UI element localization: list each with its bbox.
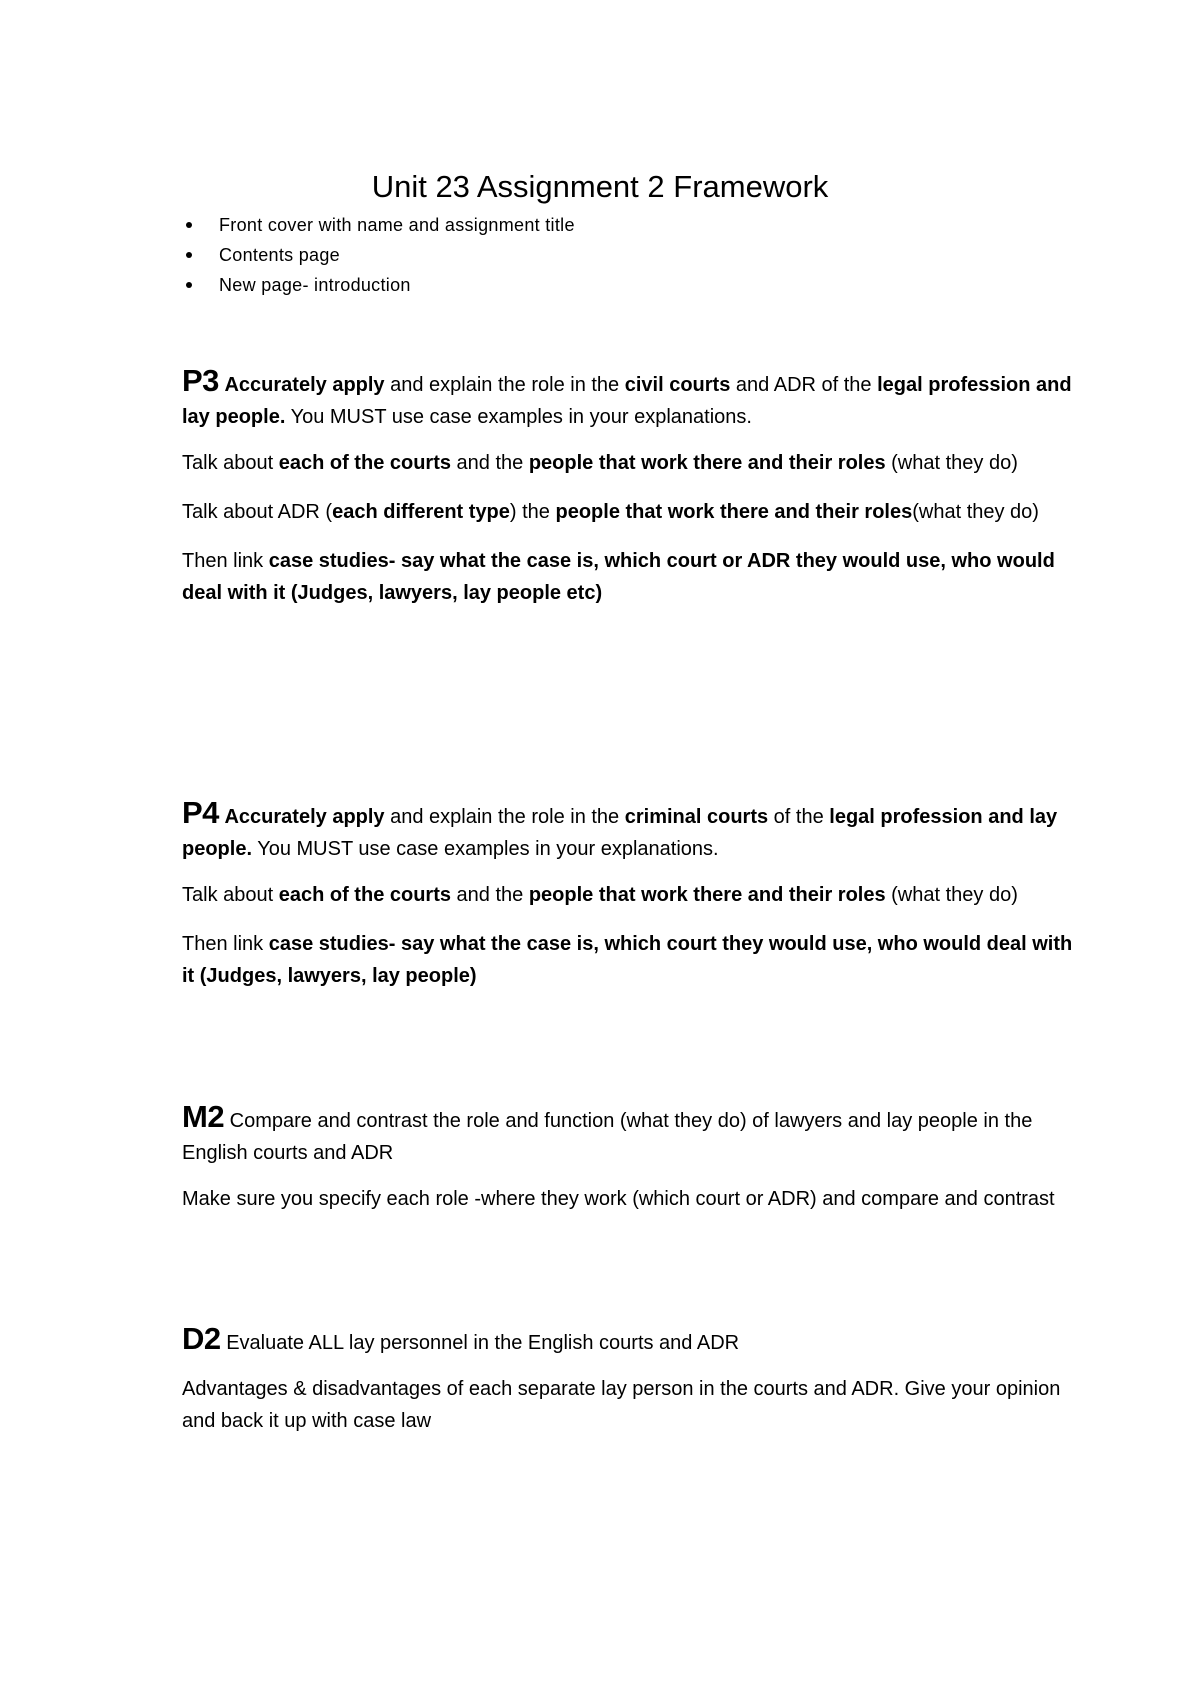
emphasis: people that work there and their roles bbox=[528, 884, 886, 906]
list-item bbox=[186, 240, 575, 270]
p3-adr-guidance bbox=[182, 496, 1082, 528]
p4-criterion bbox=[182, 797, 1082, 865]
text: Make sure you specify each role -where they work (which court or ADR) and compare and contrast bbox=[182, 1188, 1055, 1210]
list-item-text: Front cover with name and assignment title bbox=[219, 215, 575, 235]
emphasis: each of the courts bbox=[278, 884, 451, 906]
emphasis: case studies- say what the case is, which court they would use, who would deal with it (Judges, lawyers, lay people) bbox=[182, 933, 1073, 987]
criterion-code: M2 bbox=[182, 1099, 225, 1134]
text: and explain the role in the bbox=[384, 374, 625, 396]
emphasis: legal profession and lay people. bbox=[182, 806, 1058, 860]
section-p4 bbox=[182, 797, 1082, 1009]
text: (what they do) bbox=[912, 501, 1039, 523]
emphasis: civil courts bbox=[624, 374, 731, 396]
emphasis: each of the courts bbox=[278, 452, 451, 474]
p4-courts-guidance bbox=[182, 879, 1082, 911]
d2-criterion bbox=[182, 1323, 1082, 1359]
text: You MUST use case examples in your explanations. bbox=[285, 406, 752, 428]
section-d2 bbox=[182, 1323, 1082, 1454]
text: of the bbox=[768, 806, 830, 828]
list-item bbox=[186, 270, 575, 300]
criterion-code: P4 bbox=[182, 795, 219, 830]
text: and explain the role in the bbox=[384, 806, 625, 828]
p4-case-studies-guidance bbox=[182, 928, 1082, 992]
text: Advantages & disadvantages of each separate lay person in the courts and ADR. Give your opinion and back it up with case law bbox=[182, 1378, 1061, 1432]
p3-case-studies-guidance bbox=[182, 545, 1082, 609]
text: You MUST use case examples in your explanations. bbox=[252, 838, 719, 860]
emphasis: people that work there and their roles bbox=[528, 452, 886, 474]
bullet-icon bbox=[186, 252, 192, 258]
text: Evaluate ALL lay personnel in the English courts and ADR bbox=[220, 1332, 740, 1354]
m2-guidance bbox=[182, 1183, 1082, 1215]
section-p3 bbox=[182, 365, 1082, 626]
text: (what they do) bbox=[885, 884, 1018, 906]
section-m2 bbox=[182, 1101, 1082, 1232]
emphasis: criminal courts bbox=[624, 806, 769, 828]
emphasis: case studies- say what the case is, which court or ADR they would use, who would deal with it (Judges, lawyers, lay people etc) bbox=[182, 550, 1055, 604]
text: Talk about bbox=[182, 452, 279, 474]
checklist bbox=[186, 210, 575, 300]
text: (what they do) bbox=[885, 452, 1018, 474]
emphasis: Accurately apply bbox=[224, 806, 385, 828]
emphasis: each different type bbox=[332, 501, 510, 523]
criterion-code: P3 bbox=[182, 363, 219, 398]
bullet-icon bbox=[186, 282, 192, 288]
m2-criterion bbox=[182, 1101, 1082, 1169]
bullet-icon bbox=[186, 222, 192, 228]
text: Talk about bbox=[182, 884, 279, 906]
text: and the bbox=[451, 452, 529, 474]
document-title: Unit 23 Assignment 2 Framework bbox=[371, 168, 829, 204]
emphasis: people that work there and their roles bbox=[555, 501, 913, 523]
p3-criterion bbox=[182, 365, 1082, 433]
list-item-text: New page- introduction bbox=[219, 275, 411, 295]
criterion-code: D2 bbox=[182, 1321, 221, 1356]
text: Compare and contrast the role and function (what they do) of lawyers and lay people in the English courts and ADR bbox=[182, 1110, 1033, 1164]
emphasis: legal profession and lay people. bbox=[182, 374, 1072, 428]
list-item-text: Contents page bbox=[219, 245, 340, 265]
text: and the bbox=[451, 884, 529, 906]
text: ) the bbox=[509, 501, 556, 523]
text: Then link bbox=[182, 550, 269, 572]
text: and ADR of the bbox=[730, 374, 878, 396]
text: Talk about ADR ( bbox=[182, 501, 333, 523]
d2-guidance bbox=[182, 1373, 1082, 1437]
p3-courts-guidance bbox=[182, 447, 1082, 479]
text: Then link bbox=[182, 933, 269, 955]
emphasis: Accurately apply bbox=[224, 374, 385, 396]
list-item bbox=[186, 210, 575, 240]
